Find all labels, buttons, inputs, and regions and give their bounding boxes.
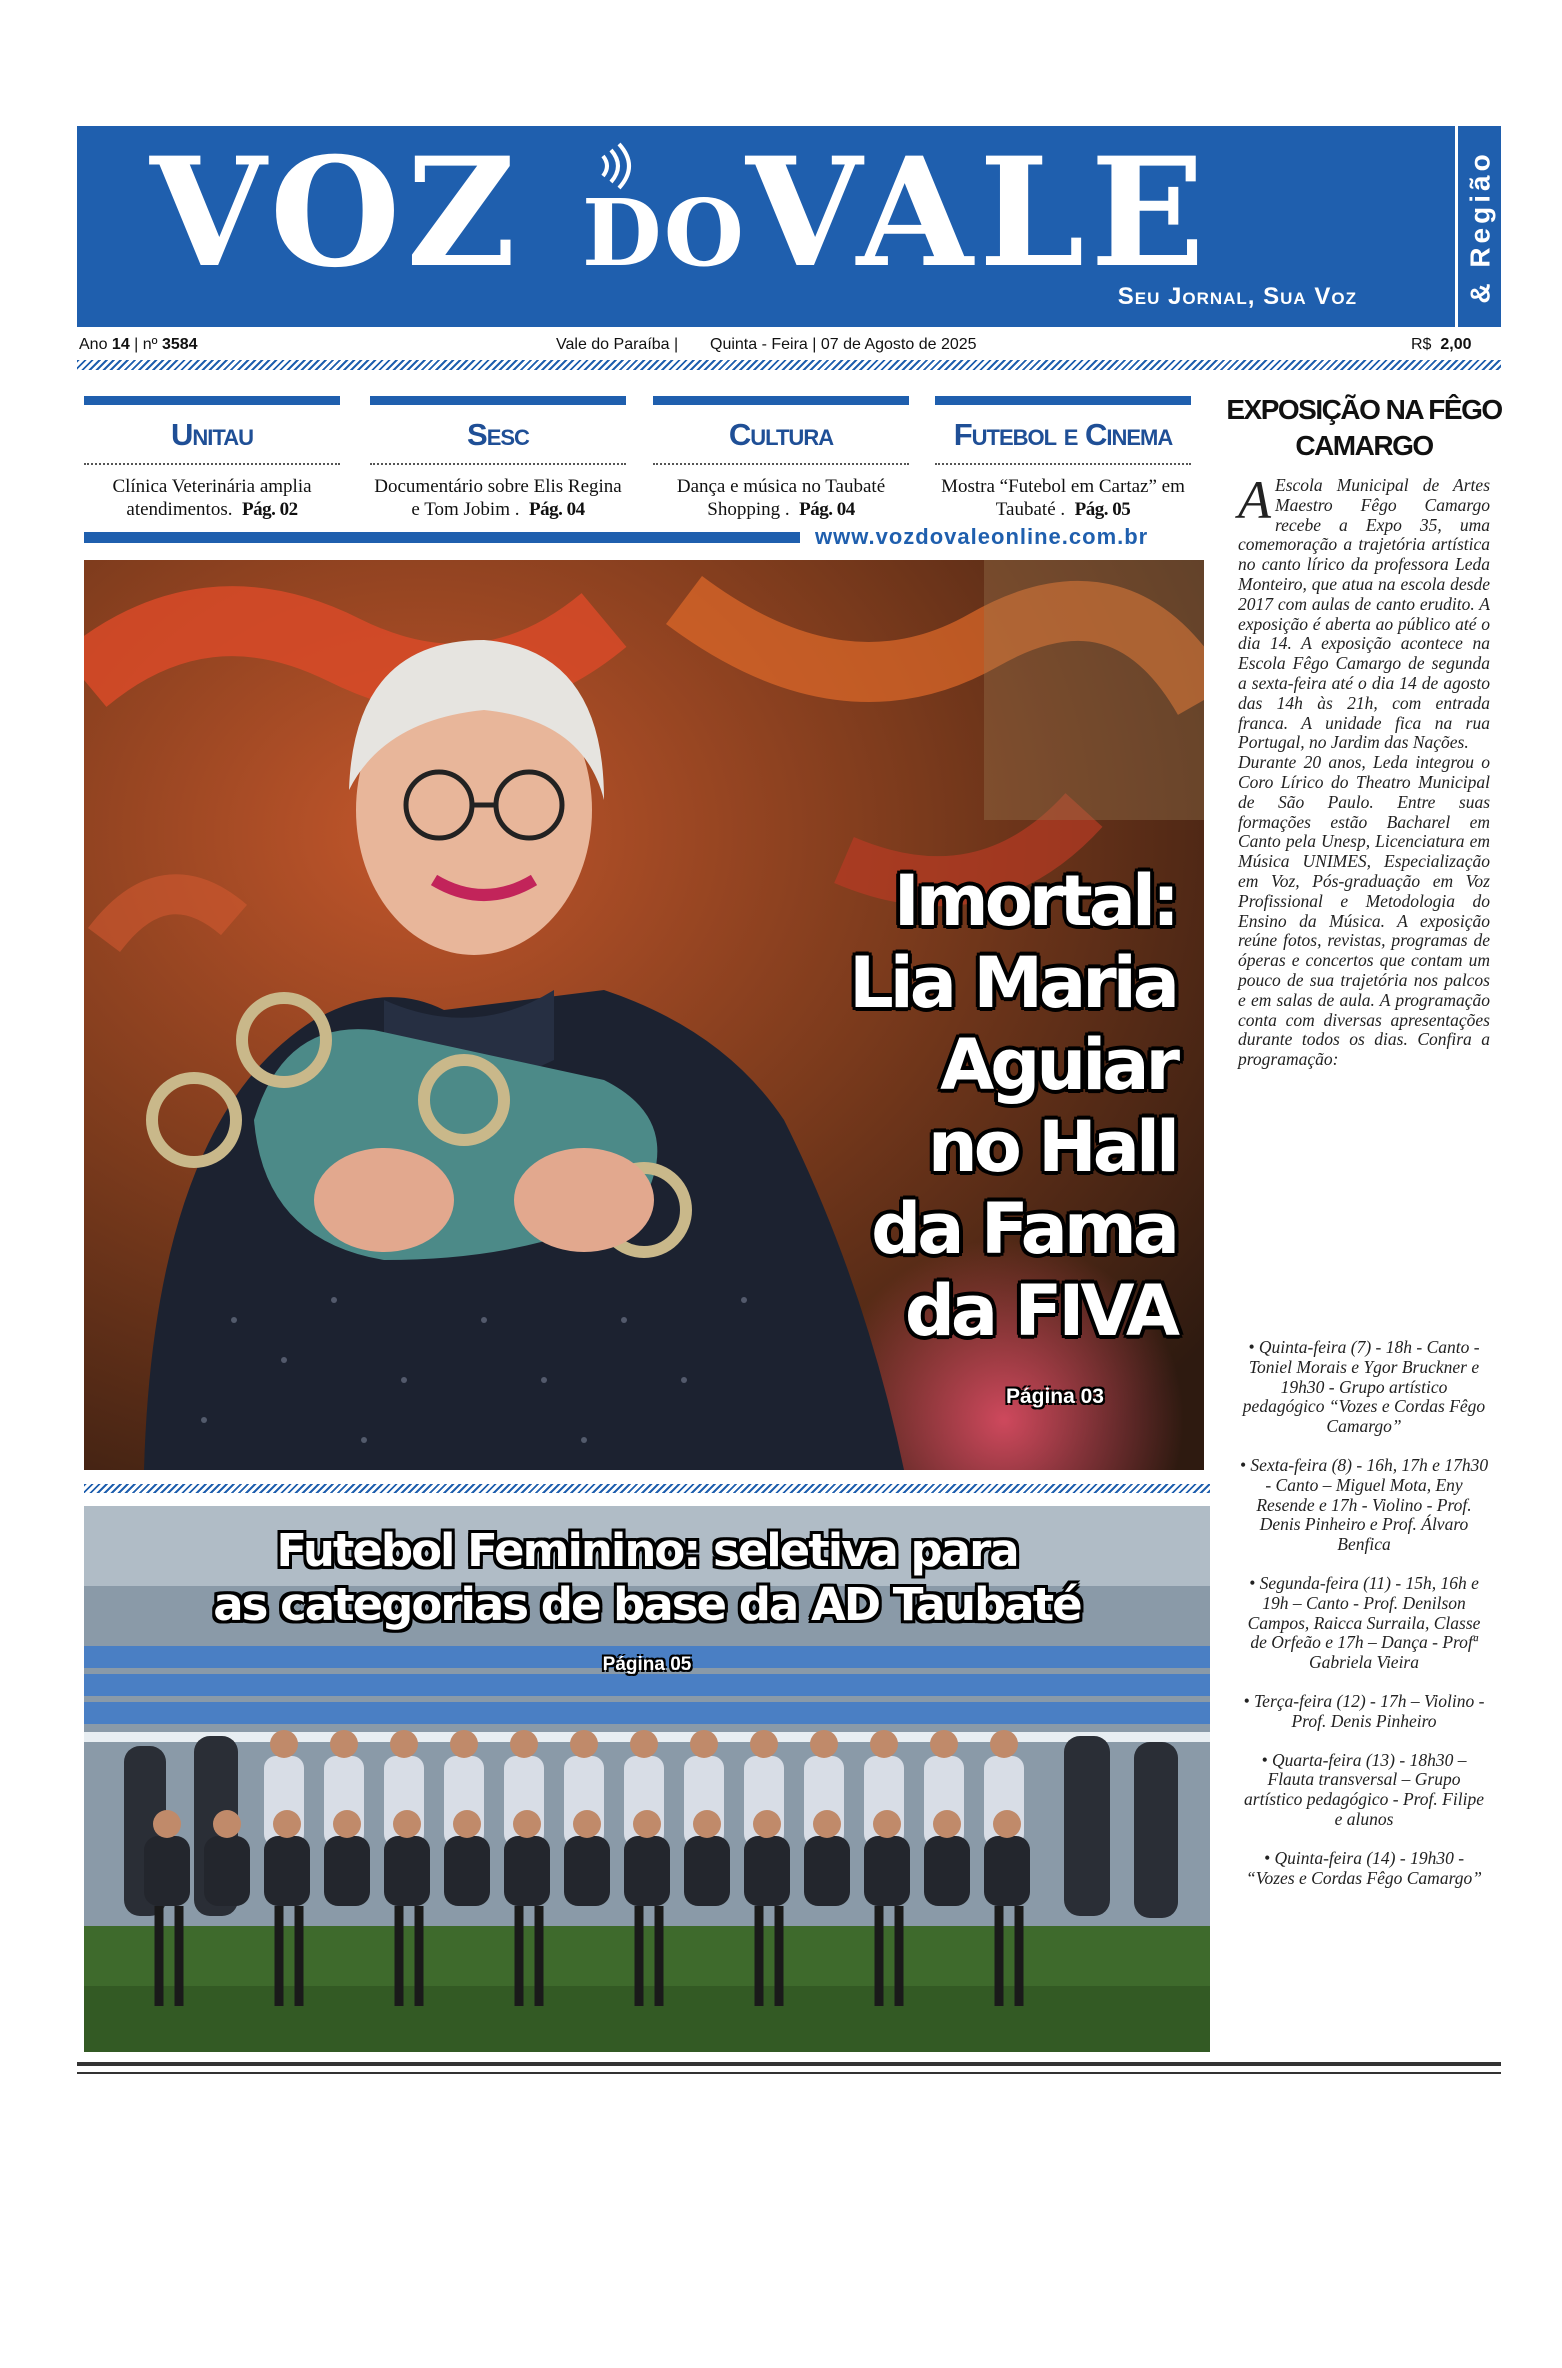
section-cultura[interactable] bbox=[653, 396, 909, 521]
schedule-item: • Quinta-feira (14) - 19h30 - “Vozes e Cordas Fêgo Camargo” bbox=[1246, 1847, 1482, 1888]
section-text: Dança e música no Taubaté Shopping . bbox=[676, 476, 886, 520]
schedule-list bbox=[1238, 1338, 1490, 1907]
sidebar-title-line: CAMARGO bbox=[1295, 430, 1433, 461]
hero-photo[interactable] bbox=[84, 560, 1204, 1470]
section-bar bbox=[935, 396, 1191, 405]
region-label: Vale do Paraíba | bbox=[556, 336, 679, 353]
price-label: R$ bbox=[1411, 336, 1432, 353]
hero-headline-line: da Fama bbox=[871, 1188, 1176, 1270]
section-futebol-cinema[interactable] bbox=[935, 396, 1191, 521]
hatched-divider bbox=[77, 360, 1501, 370]
drop-cap: A bbox=[1238, 470, 1271, 530]
schedule-item: • Quinta-feira (7) - 18h - Canto - Toniel Morais e Ygor Bruckner e 19h30 - Grupo artístico pedagógico “Vozes e Cordas Fêgo Camargo” bbox=[1242, 1337, 1486, 1437]
team-headline-line: as categorias de base da AD Taubaté bbox=[213, 1578, 1081, 1631]
section-head: Futebol e Cinema bbox=[953, 417, 1173, 452]
edition-info: Ano 14 | nº 3584 bbox=[79, 336, 198, 353]
numero-label: nº bbox=[142, 336, 158, 353]
team-photo[interactable] bbox=[84, 1506, 1210, 2052]
price bbox=[1411, 336, 1471, 354]
section-head: Unitau bbox=[171, 417, 253, 452]
sidebar-paragraph: Escola Municipal de Artes Maestro Fêgo Camargo recebe a Expo 35, uma comemoração a trajetória artística no canto lírico da professora Leda Monteiro, que atua na escola desde 2017 com aulas de canto erudito. A exposição é aberta ao público até o dia 14. A exposição acontece na Escola Fêgo Camargo de segunda a sexta-feira até o dia 14 de agosto das 14h às 21h, com entrada franca. A unidade fica na rua Portugal, no Jardim das Nações. bbox=[1238, 475, 1490, 753]
ano-value: 14 bbox=[111, 336, 130, 353]
numero-value: 3584 bbox=[161, 336, 198, 353]
regiao-tag bbox=[1455, 126, 1504, 327]
logo-word-voz: VOZ bbox=[150, 125, 522, 301]
section-unitau[interactable] bbox=[84, 396, 340, 521]
hero-headline[interactable] bbox=[849, 860, 1176, 1352]
team-page-ref[interactable]: Página 05 bbox=[602, 1654, 692, 1675]
hero-headline-line: no Hall bbox=[927, 1106, 1176, 1188]
hatched-divider bbox=[84, 1484, 1210, 1493]
sidebar-title[interactable] bbox=[1222, 392, 1506, 464]
section-text: Mostra “Futebol em Cartaz” em Taubaté . bbox=[941, 476, 1185, 520]
slogan: Seu Jornal, Sua Voz bbox=[1117, 283, 1357, 310]
section-text: Documentário sobre Elis Regina e Tom Jobim . bbox=[374, 476, 622, 520]
dotted-rule bbox=[935, 463, 1191, 465]
schedule-item: • Quarta-feira (13) - 18h30 – Flauta transversal – Grupo artístico pedagógico - Prof. Filipe e alunos bbox=[1244, 1749, 1484, 1829]
schedule-item: • Sexta-feira (8) - 16h, 17h e 17h30 - Canto – Miguel Mota, Eny Resende e 17h - Violino - Prof. Denis Pinheiro e Prof. Álvaro Benfica bbox=[1239, 1454, 1489, 1555]
sidebar-article bbox=[1238, 470, 1490, 1070]
ano-label: Ano bbox=[79, 336, 108, 353]
date-label: Quinta - Feira | 07 de Agosto de 2025 bbox=[710, 336, 977, 353]
section-bar bbox=[370, 396, 626, 405]
hero-headline-line: Imortal: bbox=[893, 860, 1176, 942]
team-headline-line: Futebol Feminino: seletiva para bbox=[276, 1524, 1018, 1577]
section-head: Sesc bbox=[467, 417, 529, 452]
team-headline[interactable] bbox=[84, 1524, 1210, 1632]
hero-headline-line: da FIVA bbox=[904, 1270, 1176, 1352]
section-head: Cultura bbox=[728, 417, 834, 452]
section-page: Pág. 04 bbox=[799, 499, 855, 520]
dotted-rule bbox=[84, 463, 340, 465]
sidebar-paragraph: Durante 20 anos, Leda integrou o Coro Lírico do Theatro Municipal de São Paulo. Entre suas formações estão Bacharel em Canto pela Unesp, Licenciatura em Música UNIMES, Especialização em Voz, Pós-graduação em Voz Profissional e Metodologia do Ensino da Música. A exposição reúne fotos, revistas, programas de óperas e concertos que contam um pouco de sua trajetória nos palcos e em salas de aula. A programação conta com diversas apresentações durante todos os dias. Confira a programação: bbox=[1238, 752, 1490, 1070]
section-page: Pág. 02 bbox=[241, 499, 298, 520]
newspaper-logo[interactable] bbox=[150, 125, 1400, 301]
logo-word-do: DO bbox=[581, 179, 746, 287]
section-sesc[interactable] bbox=[370, 396, 626, 521]
section-bar bbox=[653, 396, 909, 405]
blue-divider bbox=[84, 532, 800, 543]
section-page: Pág. 04 bbox=[529, 499, 585, 520]
logo-word-vale: VALE bbox=[745, 125, 1211, 301]
price-value: 2,00 bbox=[1440, 336, 1472, 353]
section-bar bbox=[84, 396, 340, 405]
website-link[interactable]: www.vozdovaleonline.com.br bbox=[815, 524, 1149, 549]
dotted-rule bbox=[653, 463, 909, 465]
hero-headline-line: Lia Maria bbox=[849, 942, 1176, 1024]
hero-page-ref[interactable]: Página 03 bbox=[1005, 1385, 1104, 1408]
section-page: Pág. 05 bbox=[1074, 499, 1131, 520]
schedule-item: • Terça-feira (12) - 17h – Violino - Prof. Denis Pinheiro bbox=[1243, 1690, 1485, 1731]
bottom-rule bbox=[77, 2062, 1501, 2074]
hero-headline-line: Aguiar bbox=[940, 1024, 1176, 1106]
dotted-rule bbox=[370, 463, 626, 465]
sound-waves-icon bbox=[597, 136, 637, 196]
schedule-item: • Segunda-feira (11) - 15h, 16h e 19h – Canto - Prof. Denilson Campos, Raicca Surraila, Classe de Orfeão e 17h – Dança - Profª Gabriela Vieira bbox=[1247, 1572, 1481, 1673]
regiao-label: & Região bbox=[1465, 149, 1497, 304]
sidebar-title-line: EXPOSIÇÃO NA FÊGO bbox=[1226, 394, 1502, 425]
section-text: Clínica Veterinária amplia atendimentos. bbox=[112, 476, 312, 520]
